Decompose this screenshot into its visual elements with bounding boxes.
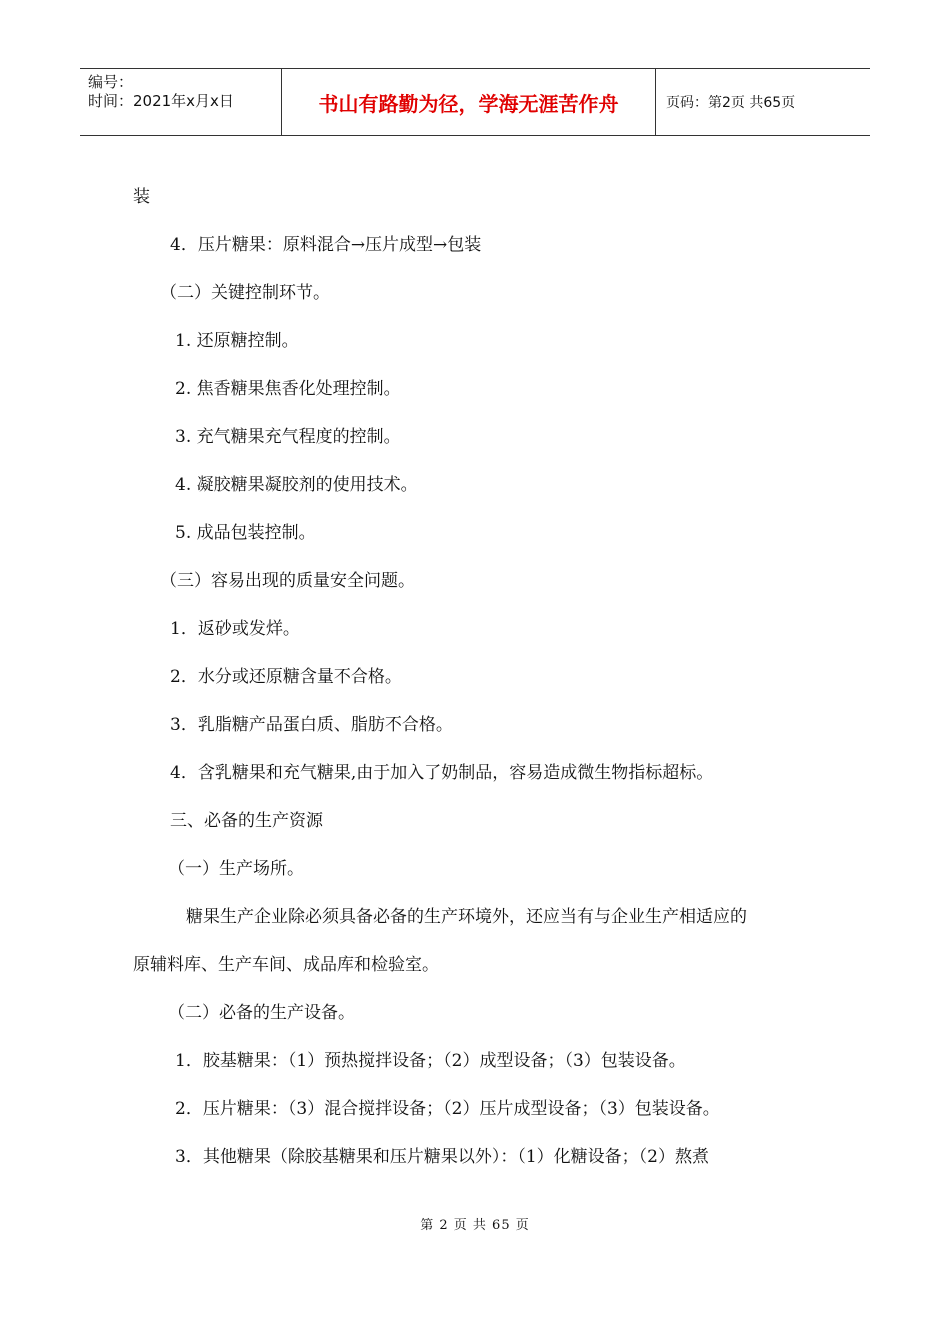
section-heading: （二）关键控制环节。 [160,283,330,303]
header-page-info: 页码：第2页 共65页 [666,95,796,111]
list-item: 3．乳脂糖产品蛋白质、脂肪不合格。 [170,715,453,735]
list-item: 5. 成品包装控制。 [175,523,316,543]
section-heading: 三、必备的生产资源 [170,811,323,831]
list-item: 4．含乳糖果和充气糖果,由于加入了奶制品，容易造成微生物指标超标。 [170,763,714,783]
header-meta [80,69,282,135]
list-item: 2．水分或还原糖含量不合格。 [170,667,402,687]
document-date: 时间：2021年x月x日 [88,92,234,110]
header-motto: 书山有路勤为径，学海无涯苦作舟 [282,69,656,135]
section-heading: （三）容易出现的质量安全问题。 [160,571,415,591]
paragraph-line: 糖果生产企业除必须具备必备的生产环境外，还应当有与企业生产相适应的 [186,907,747,927]
list-item: 2．压片糖果：（3）混合搅拌设备；（2）压片成型设备；（3）包装设备。 [175,1099,720,1119]
body-line: 装 [133,187,150,207]
list-item: 4. 凝胶糖果凝胶剂的使用技术。 [175,475,418,495]
list-item: 3．其他糖果（除胶基糖果和压片糖果以外）：（1）化糖设备；（2）熬煮 [175,1147,709,1167]
list-item: 1．返砂或发烊。 [170,619,300,639]
page-footer: 第 2 页 共 65 页 [420,1218,530,1233]
section-heading: （二）必备的生产设备。 [168,1003,355,1023]
list-item: 3. 充气糖果充气程度的控制。 [175,427,401,447]
paragraph-line: 原辅料库、生产车间、成品库和检验室。 [133,955,439,975]
body-line: 4．压片糖果：原料混合→压片成型→包装 [170,235,482,255]
page-header [80,68,870,136]
section-heading: （一）生产场所。 [168,859,304,879]
list-item: 1. 还原糖控制。 [175,331,299,351]
list-item: 2. 焦香糖果焦香化处理控制。 [175,379,401,399]
document-number-label: 编号： [88,73,134,91]
list-item: 1．胶基糖果：（1）预热搅拌设备；（2）成型设备；（3）包装设备。 [175,1051,686,1071]
